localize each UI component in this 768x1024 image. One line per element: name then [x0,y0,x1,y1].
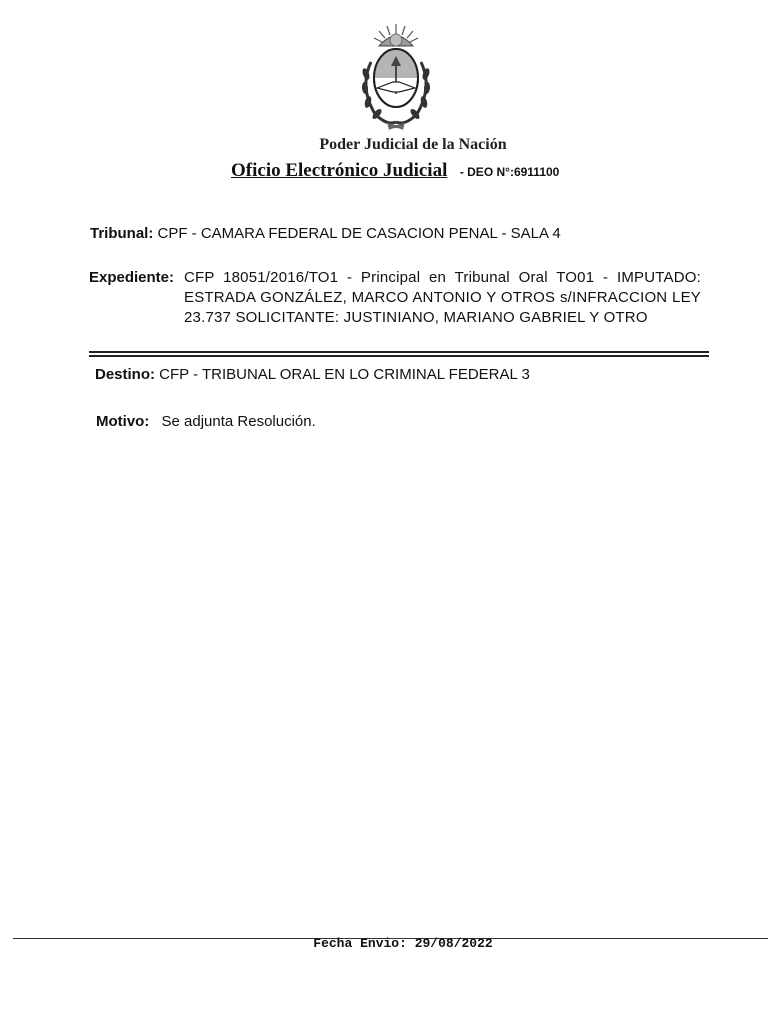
motivo-value: Se adjunta Resolución. [161,413,316,430]
motivo-label: Motivo: [96,413,150,430]
tribunal-value: CPF - CAMARA FEDERAL DE CASACION PENAL - SALA 4 [157,225,561,242]
expediente-value: CFP 18051/2016/TO1 - Principal en Tribunal Oral TO01 - IMPUTADO: ESTRADA GONZÁLEZ, MARCO ANTONIO Y OTROS s/INFRACCION LEY 23.737 SOLICITANTE: JUSTINIANO, MARIANO GABRIEL Y OTRO [184,269,701,326]
destino-label: Destino: [95,366,155,383]
document-heading [231,160,559,182]
tribunal-field [90,224,561,244]
institution-name: Poder Judicial de la Nación [319,136,507,153]
document-title: Oficio Electrónico Judicial [231,160,448,181]
tribunal-label: Tribunal: [90,225,154,242]
destino-value: CFP - TRIBUNAL ORAL EN LO CRIMINAL FEDERAL 3 [159,366,530,383]
send-date: Fecha Envio: 29/08/2022 [313,936,493,951]
expediente-label: Expediente: [89,269,175,286]
deo-number: - DEO N°:6911100 [459,165,560,179]
destino-field [95,365,530,385]
section-divider [89,351,709,357]
motivo-field [96,412,316,432]
coat-of-arms-icon [357,22,435,132]
